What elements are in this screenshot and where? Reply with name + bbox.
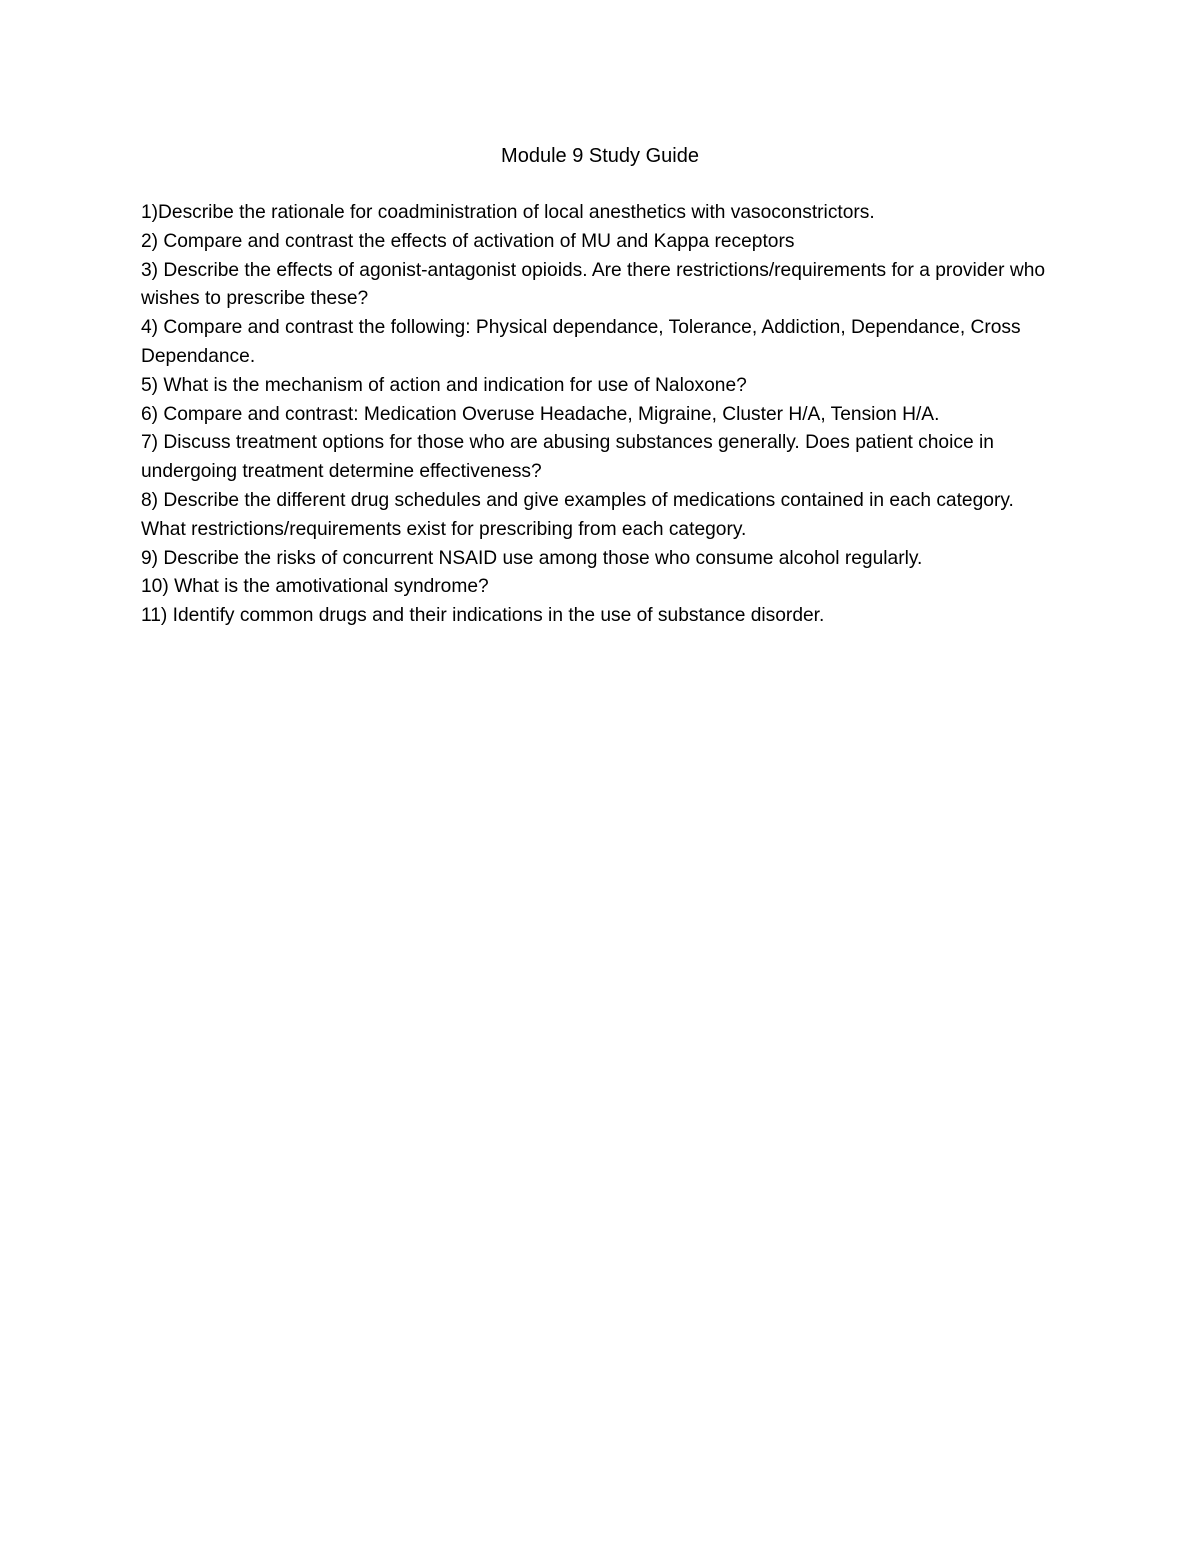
question-1: 1)Describe the rationale for coadministration of local anesthetics with vasoconstrictors. <box>141 202 875 223</box>
question-list <box>141 199 1061 631</box>
question-7: 7) Discuss treatment options for those who are abusing substances generally. Does patient choice in undergoing treatment determine effectiveness? <box>141 432 994 483</box>
question-9: 9) Describe the risks of concurrent NSAID use among those who consume alcohol regularly. <box>141 547 923 569</box>
question-6: 6) Compare and contrast: Medication Overuse Headache, Migraine, Cluster H/A, Tension H/A. <box>141 403 940 425</box>
question-3: 3) Describe the effects of agonist-antagonist opioids. Are there restrictions/requirements for a provider who wishes to prescribe these? <box>141 259 1046 310</box>
question-11: 11) Identify common drugs and their indications in the use of substance disorder. <box>141 605 825 627</box>
document-title: Module 9 Study Guide <box>501 145 699 167</box>
question-5: 5) What is the mechanism of action and indication for use of Naloxone? <box>141 374 747 396</box>
question-10: 10) What is the amotivational syndrome? <box>141 576 489 598</box>
question-2: 2) Compare and contrast the effects of activation of MU and Kappa receptors <box>141 230 795 252</box>
question-8: 8) Describe the different drug schedules and give examples of medications contained in each category. What restrictions/requirements exist for prescribing from each category. <box>141 489 1014 540</box>
question-4: 4) Compare and contrast the following: Physical dependance, Tolerance, Addiction, Dependance, Cross Dependance. <box>141 317 1021 367</box>
